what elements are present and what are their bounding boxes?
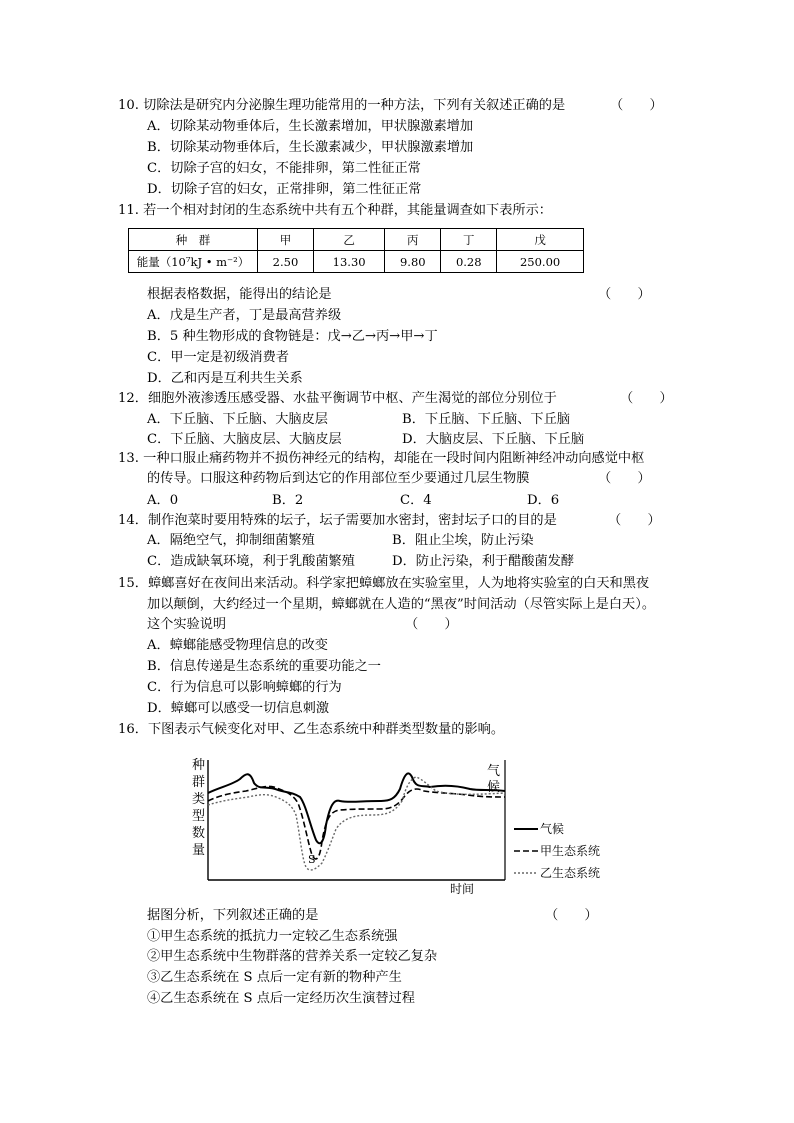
q11-option-c: C．甲一定是初级消费者	[147, 350, 289, 365]
q15-option-d: D．蟑螂可以感受一切信息刺激	[147, 701, 330, 716]
q11-answer-paren: （ ）	[598, 287, 651, 302]
ecosystem-jia-line	[208, 786, 505, 858]
q11-option-d: D．乙和丙是互利共生关系	[147, 371, 303, 386]
q13-option-b: B．2	[272, 493, 304, 508]
table-cell: 甲	[258, 229, 314, 251]
q11-question: 根据表格数据，能得出的结论是	[147, 287, 332, 302]
climate-line	[208, 773, 505, 843]
x-axis-label: 时间	[450, 882, 475, 896]
q16-statement-4: ④乙生态系统在 S 点后一定经历次生演替过程	[147, 991, 415, 1006]
table-cell: 丁	[441, 229, 497, 251]
q16-answer-paren: （ ）	[545, 908, 598, 923]
q11-stem: 11. 若一个相对封闭的生态系统中共有五个种群，其能量调查如下表所示：	[118, 203, 552, 218]
q13-option-c: C．4	[400, 493, 432, 508]
q12-option-d: D．大脑皮层、下丘脑、下丘脑	[402, 432, 585, 447]
table-header-cell: 种 群	[129, 229, 258, 251]
table-cell: 戊	[497, 229, 584, 251]
q10-option-b: B．切除某动物垂体后，生长激素减少，甲状腺激素增加	[147, 140, 474, 155]
q12-option-c: C．下丘脑、大脑皮层、大脑皮层	[147, 432, 342, 447]
table-cell: 0.28	[441, 251, 497, 273]
table-header-cell: 能量（10⁷kJ • m⁻²）	[129, 251, 258, 273]
table-cell: 乙	[313, 229, 384, 251]
table-cell: 13.30	[313, 251, 384, 273]
q14-answer-paren: （ ）	[608, 513, 661, 528]
q11-option-a: A．戊是生产者，丁是最高营养级	[147, 308, 342, 323]
q15-answer-paren: （ ）	[405, 617, 458, 632]
q12-stem: 12．细胞外液渗透压感受器、水盐平衡调节中枢、产生渴觉的部位分别位于	[118, 391, 557, 406]
y-axis-label-char: 种	[192, 758, 206, 773]
q12-answer-paren: （ ）	[620, 391, 673, 406]
point-s-label: S	[308, 853, 316, 866]
q13-option-a: A．0	[147, 493, 179, 508]
q15-stem-line2: 加以颠倒，大约经过一个星期，蟑螂就在人造的“黑夜”时间活动（尽管实际上是白天）。	[147, 597, 656, 612]
legend-jia-label: 甲生态系统	[540, 844, 601, 858]
table-row	[129, 251, 584, 273]
q15-option-b: B．信息传递是生态系统的重要功能之一	[147, 659, 381, 674]
q14-option-a: A．隔绝空气，抑制细菌繁殖	[147, 533, 315, 548]
y-axis-label-char: 型	[192, 809, 206, 824]
right-axis-label-char: 候	[487, 780, 501, 795]
y-axis-label-char: 量	[192, 843, 206, 858]
q15-stem-line3: 这个实验说明	[147, 617, 227, 632]
q10-option-a: A．切除某动物垂体后，生长激素增加，甲状腺激素增加	[147, 119, 474, 134]
q10-stem: 10. 切除法是研究内分泌腺生理功能常用的一种方法，下列有关叙述正确的是	[118, 98, 566, 113]
table-row	[129, 229, 584, 251]
y-axis-label-char: 类	[192, 792, 206, 807]
y-axis-label-char: 群	[192, 775, 206, 790]
table-cell: 丙	[385, 229, 441, 251]
right-axis-label-char: 气	[487, 764, 501, 779]
q16-statement-2: ②甲生态系统中生物群落的营养关系一定较乙复杂	[147, 949, 438, 964]
energy-table	[128, 228, 584, 273]
q16-question: 据图分析，下列叙述正确的是	[147, 908, 319, 923]
legend-climate-label: 气候	[540, 822, 565, 836]
q13-stem-line1: 13. 一种口服止痛药物并不损伤神经元的结构，却能在一段时间内阻断神经冲动向感觉中枢	[118, 451, 645, 466]
q14-option-b: B．阻止尘埃，防止污染	[392, 533, 534, 548]
q10-option-c: C．切除子宫的妇女，不能排卵，第二性征正常	[147, 161, 421, 176]
ecosystem-yi-line	[208, 777, 505, 870]
q16-stem: 16．下图表示气候变化对甲、乙生态系统中种群类型数量的影响。	[118, 722, 505, 737]
q14-option-c: C．造成缺氧环境，利于乳酸菌繁殖	[147, 554, 355, 569]
q13-stem-line2: 的传导。口服这种药物后到达它的作用部位至少要通过几层生物膜	[147, 471, 530, 486]
q16-statement-1: ①甲生态系统的抵抗力一定较乙生态系统强	[147, 929, 398, 944]
q15-option-c: C．行为信息可以影响蟑螂的行为	[147, 680, 342, 695]
table-cell: 250.00	[497, 251, 584, 273]
q11-option-b: B．5 种生物形成的食物链是：戊→乙→丙→甲→丁	[147, 329, 438, 344]
y-axis-label-char: 数	[192, 826, 206, 841]
q12-option-b: B．下丘脑、下丘脑、下丘脑	[402, 412, 570, 427]
legend-yi-label: 乙生态系统	[540, 866, 601, 880]
q13-answer-paren: （ ）	[598, 471, 651, 486]
table-cell: 2.50	[258, 251, 314, 273]
q14-option-d: D．防止污染，利于醋酸菌发酵	[392, 554, 575, 569]
q15-option-a: A．蟑螂能感受物理信息的改变	[147, 638, 328, 653]
q15-stem-line1: 15．蟑螂喜好在夜间出来活动。科学家把蟑螂放在实验室里，人为地将实验室的白天和黑夜	[118, 576, 650, 591]
q14-stem: 14．制作泡菜时要用特殊的坛子，坛子需要加水密封，密封坛子口的目的是	[118, 513, 557, 528]
q16-statement-3: ③乙生态系统在 S 点后一定有新的物种产生	[147, 970, 402, 985]
q10-option-d: D．切除子宫的妇女，正常排卵，第二性征正常	[147, 182, 422, 197]
q13-option-d: D．6	[527, 493, 560, 508]
q12-option-a: A．下丘脑、下丘脑、大脑皮层	[147, 412, 328, 427]
table-cell: 9.80	[385, 251, 441, 273]
q10-answer-paren: （ ）	[610, 98, 663, 113]
climate-population-chart	[180, 755, 620, 905]
